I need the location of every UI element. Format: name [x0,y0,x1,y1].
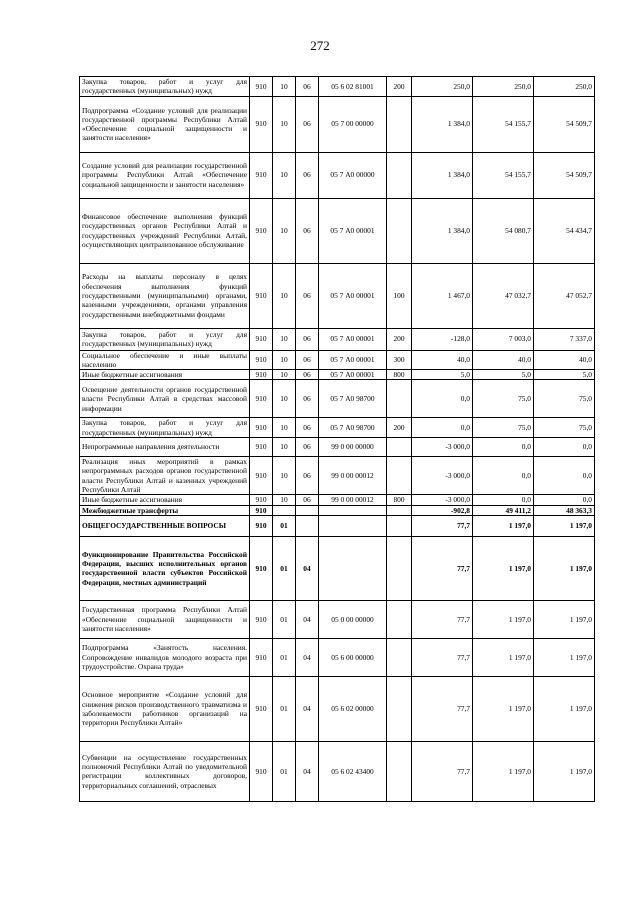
cell-vr: 800 [387,370,412,380]
cell-ved: 910 [250,77,273,97]
cell-rz: 10 [273,438,296,457]
row-name: Закупка товаров, работ и услуг для государственных (муниципальных) нужд [80,328,250,350]
cell-amount-3: 0,0 [534,457,595,495]
cell-vr [387,152,412,198]
cell-ved: 910 [250,600,273,638]
cell-csr: 05 7 А0 00001 [319,263,387,328]
cell-amount-1: 77,7 [412,600,473,638]
cell-amount-1: 77,7 [412,676,473,741]
cell-amount-2: 1 197,0 [473,676,534,741]
cell-amount-1: 77,7 [412,515,473,536]
cell-vr [387,515,412,536]
row-name: Непрограммные направления деятельности [80,438,250,457]
cell-ved: 910 [250,457,273,495]
cell-ved: 910 [250,741,273,801]
cell-vr: 200 [387,328,412,350]
cell-pr [296,505,319,515]
cell-csr: 99 0 00 00012 [319,457,387,495]
table-row [80,536,595,600]
cell-ved: 910 [250,638,273,676]
cell-amount-1: 250,0 [412,77,473,97]
cell-rz: 01 [273,676,296,741]
cell-rz: 10 [273,380,296,418]
cell-ved: 910 [250,515,273,536]
cell-vr [387,536,412,600]
cell-amount-2: 40,0 [473,350,534,370]
cell-ved: 910 [250,418,273,438]
cell-rz [273,505,296,515]
cell-amount-3: 7 337,0 [534,328,595,350]
cell-amount-3: 54 509,7 [534,96,595,152]
cell-rz: 01 [273,600,296,638]
cell-amount-2: 1 197,0 [473,536,534,600]
cell-rz: 10 [273,350,296,370]
cell-csr [319,536,387,600]
row-name: Реализация иных мероприятий в рамках непрограммных расходов органов государственной власти Республики Алтай и казенных учреждений Республики Алтай [80,457,250,495]
cell-amount-1: -3 000,0 [412,438,473,457]
cell-amount-3: 5,0 [534,370,595,380]
cell-amount-1: 0,0 [412,380,473,418]
row-name: ОБЩЕГОСУДАРСТВЕННЫЕ ВОПРОСЫ [80,515,250,536]
cell-pr: 04 [296,536,319,600]
table-row [80,370,595,380]
row-name: Освещение деятельности органов государственной власти Республики Алтай в средствах массовой информации [80,380,250,418]
cell-vr [387,438,412,457]
cell-vr [387,380,412,418]
cell-pr: 06 [296,370,319,380]
table-row [80,457,595,495]
cell-vr: 300 [387,350,412,370]
cell-amount-1: 1 384,0 [412,152,473,198]
cell-pr: 06 [296,350,319,370]
row-name: Основное мероприятие «Создание условий для снижения рисков производственного травматизма и заболеваемости работников организаций на территории Республики Алтай» [80,676,250,741]
cell-amount-3: 250,0 [534,77,595,97]
cell-vr [387,96,412,152]
cell-amount-2: 75,0 [473,380,534,418]
cell-amount-3: 1 197,0 [534,741,595,801]
cell-rz: 10 [273,418,296,438]
cell-pr: 04 [296,741,319,801]
cell-vr: 100 [387,263,412,328]
cell-csr: 05 7 А0 00001 [319,350,387,370]
cell-amount-3: 75,0 [534,380,595,418]
cell-amount-1: 1 384,0 [412,198,473,263]
cell-csr: 99 0 00 00000 [319,438,387,457]
cell-amount-2: 1 197,0 [473,600,534,638]
cell-csr: 05 0 00 00000 [319,600,387,638]
cell-rz: 10 [273,152,296,198]
row-name: Закупка товаров, работ и услуг для государственных (муниципальных) нужд [80,418,250,438]
cell-amount-2: 0,0 [473,438,534,457]
cell-amount-2: 47 032,7 [473,263,534,328]
cell-vr [387,505,412,515]
cell-csr: 05 7 А0 00000 [319,152,387,198]
cell-amount-1: 77,7 [412,741,473,801]
cell-ved: 910 [250,505,273,515]
cell-rz: 10 [273,495,296,505]
cell-pr: 06 [296,380,319,418]
cell-csr: 05 6 02 43400 [319,741,387,801]
cell-amount-2: 7 003,0 [473,328,534,350]
cell-amount-2: 1 197,0 [473,638,534,676]
table-row [80,638,595,676]
table-row [80,77,595,97]
cell-amount-2: 0,0 [473,457,534,495]
table-row [80,350,595,370]
cell-amount-1: 77,7 [412,638,473,676]
cell-pr: 06 [296,457,319,495]
cell-pr: 06 [296,418,319,438]
row-name: Иные бюджетные ассигнования [80,495,250,505]
table-row [80,380,595,418]
cell-amount-3: 75,0 [534,418,595,438]
cell-ved: 910 [250,495,273,505]
table-row [80,438,595,457]
cell-amount-3: 0,0 [534,438,595,457]
table-row [80,505,595,515]
cell-pr: 06 [296,328,319,350]
cell-pr: 06 [296,96,319,152]
cell-csr: 05 6 02 00000 [319,676,387,741]
cell-pr: 04 [296,676,319,741]
row-name: Иные бюджетные ассигнования [80,370,250,380]
cell-rz: 10 [273,457,296,495]
row-name: Закупка товаров, работ и услуг для государственных (муниципальных) нужд [80,77,250,97]
cell-csr: 05 7 00 00000 [319,96,387,152]
cell-pr: 04 [296,600,319,638]
cell-amount-1: 40,0 [412,350,473,370]
table-row [80,96,595,152]
cell-pr [296,515,319,536]
table-row [80,600,595,638]
table-row [80,741,595,801]
cell-amount-2: 54 155,7 [473,152,534,198]
row-name: Социальное обеспечение и иные выплаты населению [80,350,250,370]
cell-ved: 910 [250,438,273,457]
cell-amount-2: 49 411,2 [473,505,534,515]
cell-amount-2: 250,0 [473,77,534,97]
cell-pr: 04 [296,638,319,676]
cell-vr: 800 [387,495,412,505]
cell-pr: 06 [296,263,319,328]
cell-rz: 10 [273,198,296,263]
row-name: Финансовое обеспечение выполнения функций государственных органов Республики Алтай и государственных учреждений Республики Алтай, осуществляющих централизованное обслуживание [80,198,250,263]
cell-amount-3: 1 197,0 [534,600,595,638]
cell-amount-2: 0,0 [473,495,534,505]
cell-amount-1: 77,7 [412,536,473,600]
cell-ved: 910 [250,370,273,380]
cell-amount-1: -3 000,0 [412,495,473,505]
cell-pr: 06 [296,495,319,505]
cell-amount-3: 54 509,7 [534,152,595,198]
cell-ved: 910 [250,536,273,600]
cell-csr: 05 6 00 00000 [319,638,387,676]
table-row [80,676,595,741]
cell-rz: 01 [273,741,296,801]
table-row [80,495,595,505]
cell-csr: 05 7 А0 00001 [319,328,387,350]
cell-vr [387,741,412,801]
cell-rz: 01 [273,536,296,600]
table-row [80,263,595,328]
row-name: Подпрограмма «Создание условий для реализации государственной программы Республики Алтай «Обеспечение социальной защищенности и занятости населения» [80,96,250,152]
cell-rz: 01 [273,638,296,676]
row-name: Функционирование Правительства Российской Федерации, высших исполнительных органов государственной власти субъектов Российской Федерации, местных администраций [80,536,250,600]
cell-amount-2: 54 155,7 [473,96,534,152]
cell-ved: 910 [250,263,273,328]
cell-ved: 910 [250,676,273,741]
cell-amount-2: 1 197,0 [473,741,534,801]
row-name: Создание условий для реализации государственной программы Республики Алтай «Обеспечение социальной защищенности и занятости населения» [80,152,250,198]
cell-amount-2: 75,0 [473,418,534,438]
cell-vr [387,638,412,676]
row-name: Подпрограмма «Занятость населения. Сопровождение инвалидов молодого возраста при трудоустройстве. Охрана труда» [80,638,250,676]
cell-amount-1: 5,0 [412,370,473,380]
cell-amount-3: 40,0 [534,350,595,370]
cell-amount-3: 48 363,3 [534,505,595,515]
cell-ved: 910 [250,198,273,263]
table-row [80,198,595,263]
cell-amount-1: 1 467,0 [412,263,473,328]
cell-amount-1: 0,0 [412,418,473,438]
row-name: Межбюджетные трансферты [80,505,250,515]
cell-rz: 10 [273,263,296,328]
cell-pr: 06 [296,152,319,198]
cell-vr [387,198,412,263]
table-row [80,515,595,536]
row-name: Государственная программа Республики Алтай «Обеспечение социальной защищенности и занятости населения» [80,600,250,638]
cell-vr [387,600,412,638]
cell-amount-1: 1 384,0 [412,96,473,152]
page-number: 272 [310,38,330,53]
cell-amount-1: -902,8 [412,505,473,515]
cell-amount-2: 5,0 [473,370,534,380]
cell-amount-3: 1 197,0 [534,676,595,741]
cell-csr [319,515,387,536]
cell-ved: 910 [250,350,273,370]
cell-ved: 910 [250,96,273,152]
cell-amount-3: 1 197,0 [534,536,595,600]
cell-amount-2: 1 197,0 [473,515,534,536]
cell-vr [387,457,412,495]
cell-ved: 910 [250,328,273,350]
cell-csr: 05 7 А0 98700 [319,380,387,418]
cell-amount-1: -128,0 [412,328,473,350]
cell-rz: 10 [273,96,296,152]
cell-rz: 10 [273,77,296,97]
cell-ved: 910 [250,152,273,198]
cell-rz: 10 [273,370,296,380]
cell-vr: 200 [387,418,412,438]
cell-pr: 06 [296,77,319,97]
cell-amount-3: 47 052,7 [534,263,595,328]
table-row [80,418,595,438]
cell-amount-3: 1 197,0 [534,515,595,536]
cell-csr [319,505,387,515]
cell-ved: 910 [250,380,273,418]
cell-csr: 05 7 А0 00001 [319,198,387,263]
row-name: Субвенции на осуществление государственных полномочий Республики Алтай по уведомительной регистрации коллективных договоров, территориальных соглашений, отраслевых [80,741,250,801]
cell-csr: 05 7 А0 98700 [319,418,387,438]
cell-csr: 99 0 00 00012 [319,495,387,505]
table-row [80,152,595,198]
cell-rz: 01 [273,515,296,536]
cell-csr: 05 7 А0 00001 [319,370,387,380]
cell-vr [387,676,412,741]
cell-amount-3: 0,0 [534,495,595,505]
cell-amount-1: -3 000,0 [412,457,473,495]
budget-table [79,76,595,802]
cell-vr: 200 [387,77,412,97]
cell-pr: 06 [296,198,319,263]
cell-amount-3: 54 434,7 [534,198,595,263]
row-name: Расходы на выплаты персоналу в целях обеспечения выполнения функций государственными (муниципальными) органами, казенными учреждениями, органами управления государственными внебюджетными фондами [80,263,250,328]
cell-csr: 05 6 02 81001 [319,77,387,97]
cell-rz: 10 [273,328,296,350]
cell-pr: 06 [296,438,319,457]
table-row [80,328,595,350]
cell-amount-3: 1 197,0 [534,638,595,676]
cell-amount-2: 54 080,7 [473,198,534,263]
